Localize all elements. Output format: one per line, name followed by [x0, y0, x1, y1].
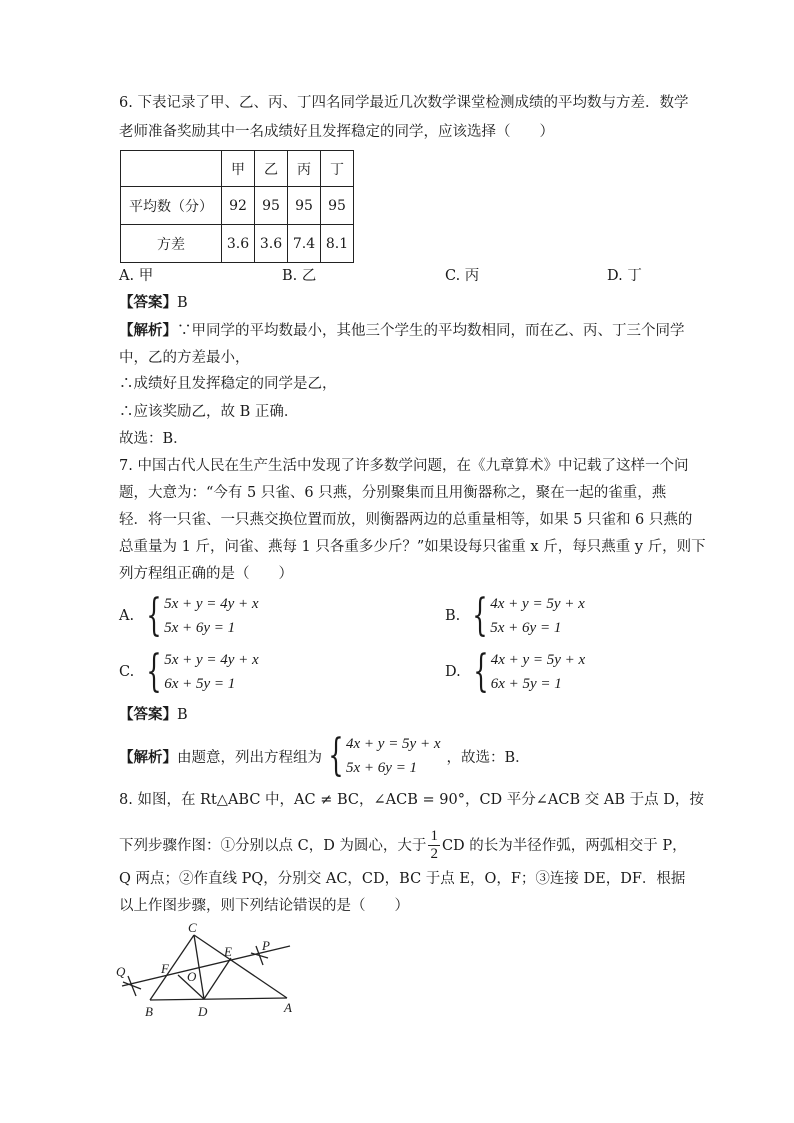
q8-stem-line4: 以上作图步骤，则下列结论错误的是（ ）	[119, 898, 409, 914]
brace-icon: {	[472, 590, 488, 641]
answer-tag: 【答案】	[119, 706, 177, 723]
q8-stem-line1: 8. 如图，在 Rt△ABC 中，AC ≠ BC，∠ACB = 90°，CD 平分∠ACB 交 AB 于点 D，按	[119, 792, 704, 808]
option-label: D.	[445, 664, 461, 680]
segment-bc	[150, 935, 194, 1000]
equation: 6x + 5y = 1	[490, 676, 562, 692]
table-row	[121, 225, 354, 263]
table-header-cell: 丁	[321, 151, 354, 187]
q8-stem-line3: Q 两点；②作直线 PQ，分别交 AC，CD，BC 于点 E，O，F；③连接 DE，DF．根据	[119, 871, 686, 887]
table-header-row	[121, 151, 354, 187]
answer-tag: 【答案】	[119, 294, 177, 311]
q6-stem-line1: 6. 下表记录了甲、乙、丙、丁四名同学最近几次数学课堂检测成绩的平均数与方差．数学	[119, 95, 689, 111]
q6-option-d[interactable]: D. 丁	[607, 268, 642, 284]
q7-option-a[interactable]	[119, 592, 259, 640]
q6-answer	[119, 293, 188, 313]
stem-text: CD 的长为半径作弧，两弧相交于 P，	[441, 837, 687, 854]
table-row	[121, 187, 354, 225]
table-row-label: 平均数（分）	[121, 187, 222, 225]
q7-stem-line5: 列方程组正确的是（ ）	[119, 566, 293, 582]
scores-table	[120, 150, 354, 263]
q7-answer	[119, 705, 188, 725]
option-label: C.	[119, 664, 135, 680]
equation: 4x + y = 5y + x	[490, 652, 586, 668]
table-cell: 3.6	[255, 225, 288, 263]
q7-stem-line1: 7. 中国古代人民在生产生活中发现了许多数学问题，在《九章算术》中记载了这样一个问	[119, 458, 689, 474]
equation: 5x + y = 4y + x	[164, 596, 259, 612]
analysis-tag: 【解析】	[119, 322, 177, 339]
option-label: B.	[445, 608, 461, 624]
q6-analysis-line4: ∴应该奖励乙，故 B 正确．	[119, 404, 299, 420]
q7-option-b[interactable]	[445, 592, 585, 640]
point-label-q: Q	[116, 964, 126, 979]
point-label-e: E	[224, 944, 232, 959]
q6-analysis-line3: ∴成绩好且发挥稳定的同学是乙，	[119, 376, 337, 392]
q6-option-a[interactable]: A. 甲	[119, 268, 154, 284]
fraction	[428, 828, 440, 863]
point-label-f: F	[161, 961, 169, 976]
brace-icon: {	[146, 590, 162, 641]
table-row-label: 方差	[121, 225, 222, 263]
table-cell: 95	[321, 187, 354, 225]
point-label-o: O	[187, 969, 197, 984]
geometry-figure	[112, 918, 312, 1023]
q6-analysis-line2: 中，乙的方差最小，	[119, 350, 250, 366]
analysis-text: ∵甲同学的平均数最小，其他三个学生的平均数相同，而在乙、丙、丁三个同学	[177, 323, 685, 339]
segment-ba	[150, 998, 287, 1000]
equation: 6x + 5y = 1	[164, 676, 236, 692]
table-cell: 3.6	[222, 225, 255, 263]
equation: 5x + y = 4y + x	[164, 652, 259, 668]
fraction-denominator: 2	[430, 846, 438, 862]
point-label-b: B	[145, 1004, 153, 1019]
answer-value: B	[177, 295, 188, 311]
point-label-p: P	[262, 938, 270, 953]
q6-option-c[interactable]: C. 丙	[445, 268, 480, 284]
analysis-conclusion: ，故选：B．	[446, 749, 530, 766]
table-header-cell	[121, 151, 222, 187]
point-label-a: A	[284, 1000, 292, 1015]
equation: 5x + 6y = 1	[346, 760, 418, 776]
table-cell: 95	[255, 187, 288, 225]
option-label: A.	[119, 608, 135, 624]
fraction-numerator: 1	[430, 828, 438, 844]
table-header-cell: 丙	[288, 151, 321, 187]
segment-ca	[194, 935, 287, 998]
q7-option-c[interactable]	[119, 648, 259, 696]
equation: 5x + 6y = 1	[164, 620, 236, 636]
q6-stem-line2: 老师准备奖励其中一名成绩好且发挥稳定的同学，应该选择（ ）	[119, 124, 554, 140]
point-label-c: C	[188, 920, 197, 935]
analysis-text: 由题意，列出方程组为	[177, 749, 322, 766]
q6-analysis-line1	[119, 321, 685, 341]
point-label-d: D	[198, 1004, 208, 1019]
equation: 4x + y = 5y + x	[490, 596, 585, 612]
q7-stem-line2: 题，大意为：“今有 5 只雀、6 只燕，分别聚集而且用衡器称之，聚在一起的雀重，燕	[119, 485, 667, 501]
table-header-cell: 甲	[222, 151, 255, 187]
table-cell: 95	[288, 187, 321, 225]
q7-option-d[interactable]	[445, 648, 585, 696]
q6-option-b[interactable]: B. 乙	[282, 268, 317, 284]
table-header-cell: 乙	[255, 151, 288, 187]
table-cell: 8.1	[321, 225, 354, 263]
table-cell: 7.4	[288, 225, 321, 263]
answer-value: B	[177, 707, 188, 723]
q7-stem-line4: 总重量为 1 斤，问雀、燕每 1 只各重多少斤？”如果设每只雀重 x 斤，每只燕重 y 斤，则下	[119, 539, 706, 555]
q7-stem-line3: 轻．将一只雀、一只燕交换位置而放，则衡器两边的总重量相等，如果 5 只雀和 6 只燕的	[119, 512, 693, 528]
segment-de	[204, 958, 231, 999]
analysis-tag: 【解析】	[119, 748, 177, 766]
q8-stem-line2	[119, 828, 687, 863]
stem-text: 下列步骤作图：①分别以点 C，D 为圆心，大于	[119, 837, 427, 854]
brace-icon: {	[146, 646, 162, 697]
equation: 4x + y = 5y + x	[346, 736, 441, 752]
brace-icon: {	[328, 730, 344, 781]
q6-conclusion: 故选：B．	[119, 431, 188, 447]
equation: 5x + 6y = 1	[490, 620, 562, 636]
q7-analysis	[119, 732, 530, 780]
table-cell: 92	[222, 187, 255, 225]
brace-icon: {	[473, 646, 489, 697]
